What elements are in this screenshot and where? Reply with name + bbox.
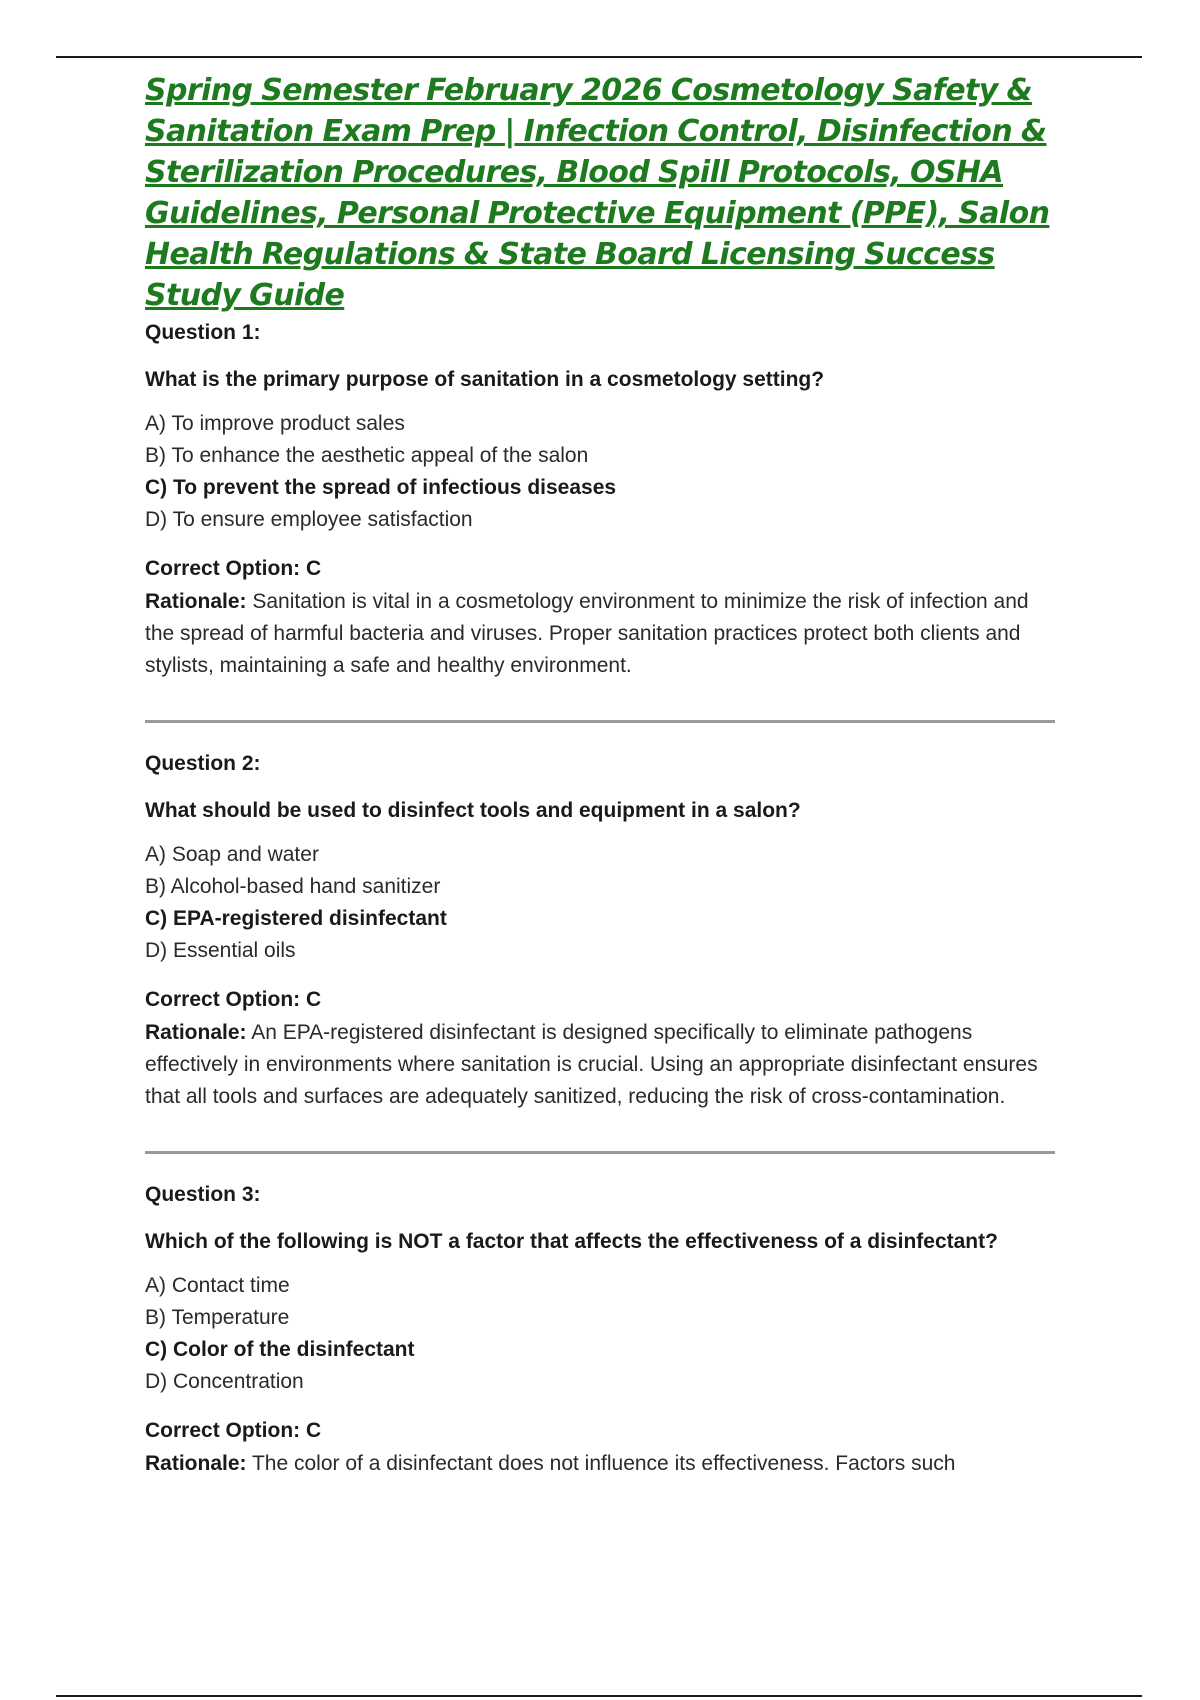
option-a: A) To improve product sales [145, 412, 405, 435]
option-a: A) Contact time [145, 1274, 290, 1297]
question-3 [145, 1182, 1055, 1480]
rationale-label: Rationale: [145, 1021, 247, 1044]
option-d: D) Concentration [145, 1370, 304, 1393]
option-b: B) To enhance the aesthetic appeal of the salon [145, 444, 589, 467]
rationale [145, 1448, 1055, 1480]
question-1 [145, 320, 1055, 682]
rationale [145, 586, 1055, 682]
question-2 [145, 751, 1055, 1113]
document-body [145, 70, 1055, 1480]
question-text: Which of the following is NOT a factor that affects the effectiveness of a disinfectant? [145, 1230, 998, 1253]
rationale-label: Rationale: [145, 1452, 247, 1475]
document-title: Spring Semester February 2026 Cosmetology Safety & Sanitation Exam Prep | Infection Control, Disinfection & Sterilization Procedures, Blood Spill Protocols, OSHA Guidelines, Personal Protective Equipment (PPE), Salon Health Regulations & State Board Licensing Success Study Guide [145, 73, 1050, 313]
rationale-text: The color of a disinfectant does not influence its effectiveness. Factors such [246, 1452, 956, 1475]
question-label: Question 3: [145, 1183, 261, 1206]
rationale [145, 1017, 1055, 1113]
top-rule [56, 56, 1142, 58]
correct-option: Correct Option: C [145, 1419, 322, 1442]
option-a: A) Soap and water [145, 843, 319, 866]
option-d: D) To ensure employee satisfaction [145, 508, 473, 531]
option-c-correct: C) To prevent the spread of infectious diseases [145, 476, 617, 499]
option-c-correct: C) Color of the disinfectant [145, 1338, 415, 1361]
question-separator [145, 720, 1055, 723]
question-text: What should be used to disinfect tools and equipment in a salon? [145, 799, 801, 822]
question-text: What is the primary purpose of sanitation in a cosmetology setting? [145, 368, 825, 391]
correct-option: Correct Option: C [145, 557, 322, 580]
rationale-label: Rationale: [145, 590, 247, 613]
option-b: B) Alcohol-based hand sanitizer [145, 875, 441, 898]
rationale-text: An EPA-registered disinfectant is designed specifically to eliminate pathogens effectively in environments where sanitation is crucial. Using an appropriate disinfectant ensures that all tools and surfaces are adequately sanitized, reducing the risk of cross-contamination. [145, 1021, 1038, 1108]
correct-option: Correct Option: C [145, 988, 322, 1011]
rationale-text: Sanitation is vital in a cosmetology environment to minimize the risk of infection and the spread of harmful bacteria and viruses. Proper sanitation practices protect both clients and stylists, maintaining a safe and healthy environment. [145, 590, 1029, 677]
option-c-correct: C) EPA-registered disinfectant [145, 907, 447, 930]
question-label: Question 1: [145, 321, 261, 344]
option-d: D) Essential oils [145, 939, 296, 962]
question-separator [145, 1151, 1055, 1154]
bottom-rule [56, 1695, 1142, 1697]
question-label: Question 2: [145, 752, 261, 775]
option-b: B) Temperature [145, 1306, 290, 1329]
